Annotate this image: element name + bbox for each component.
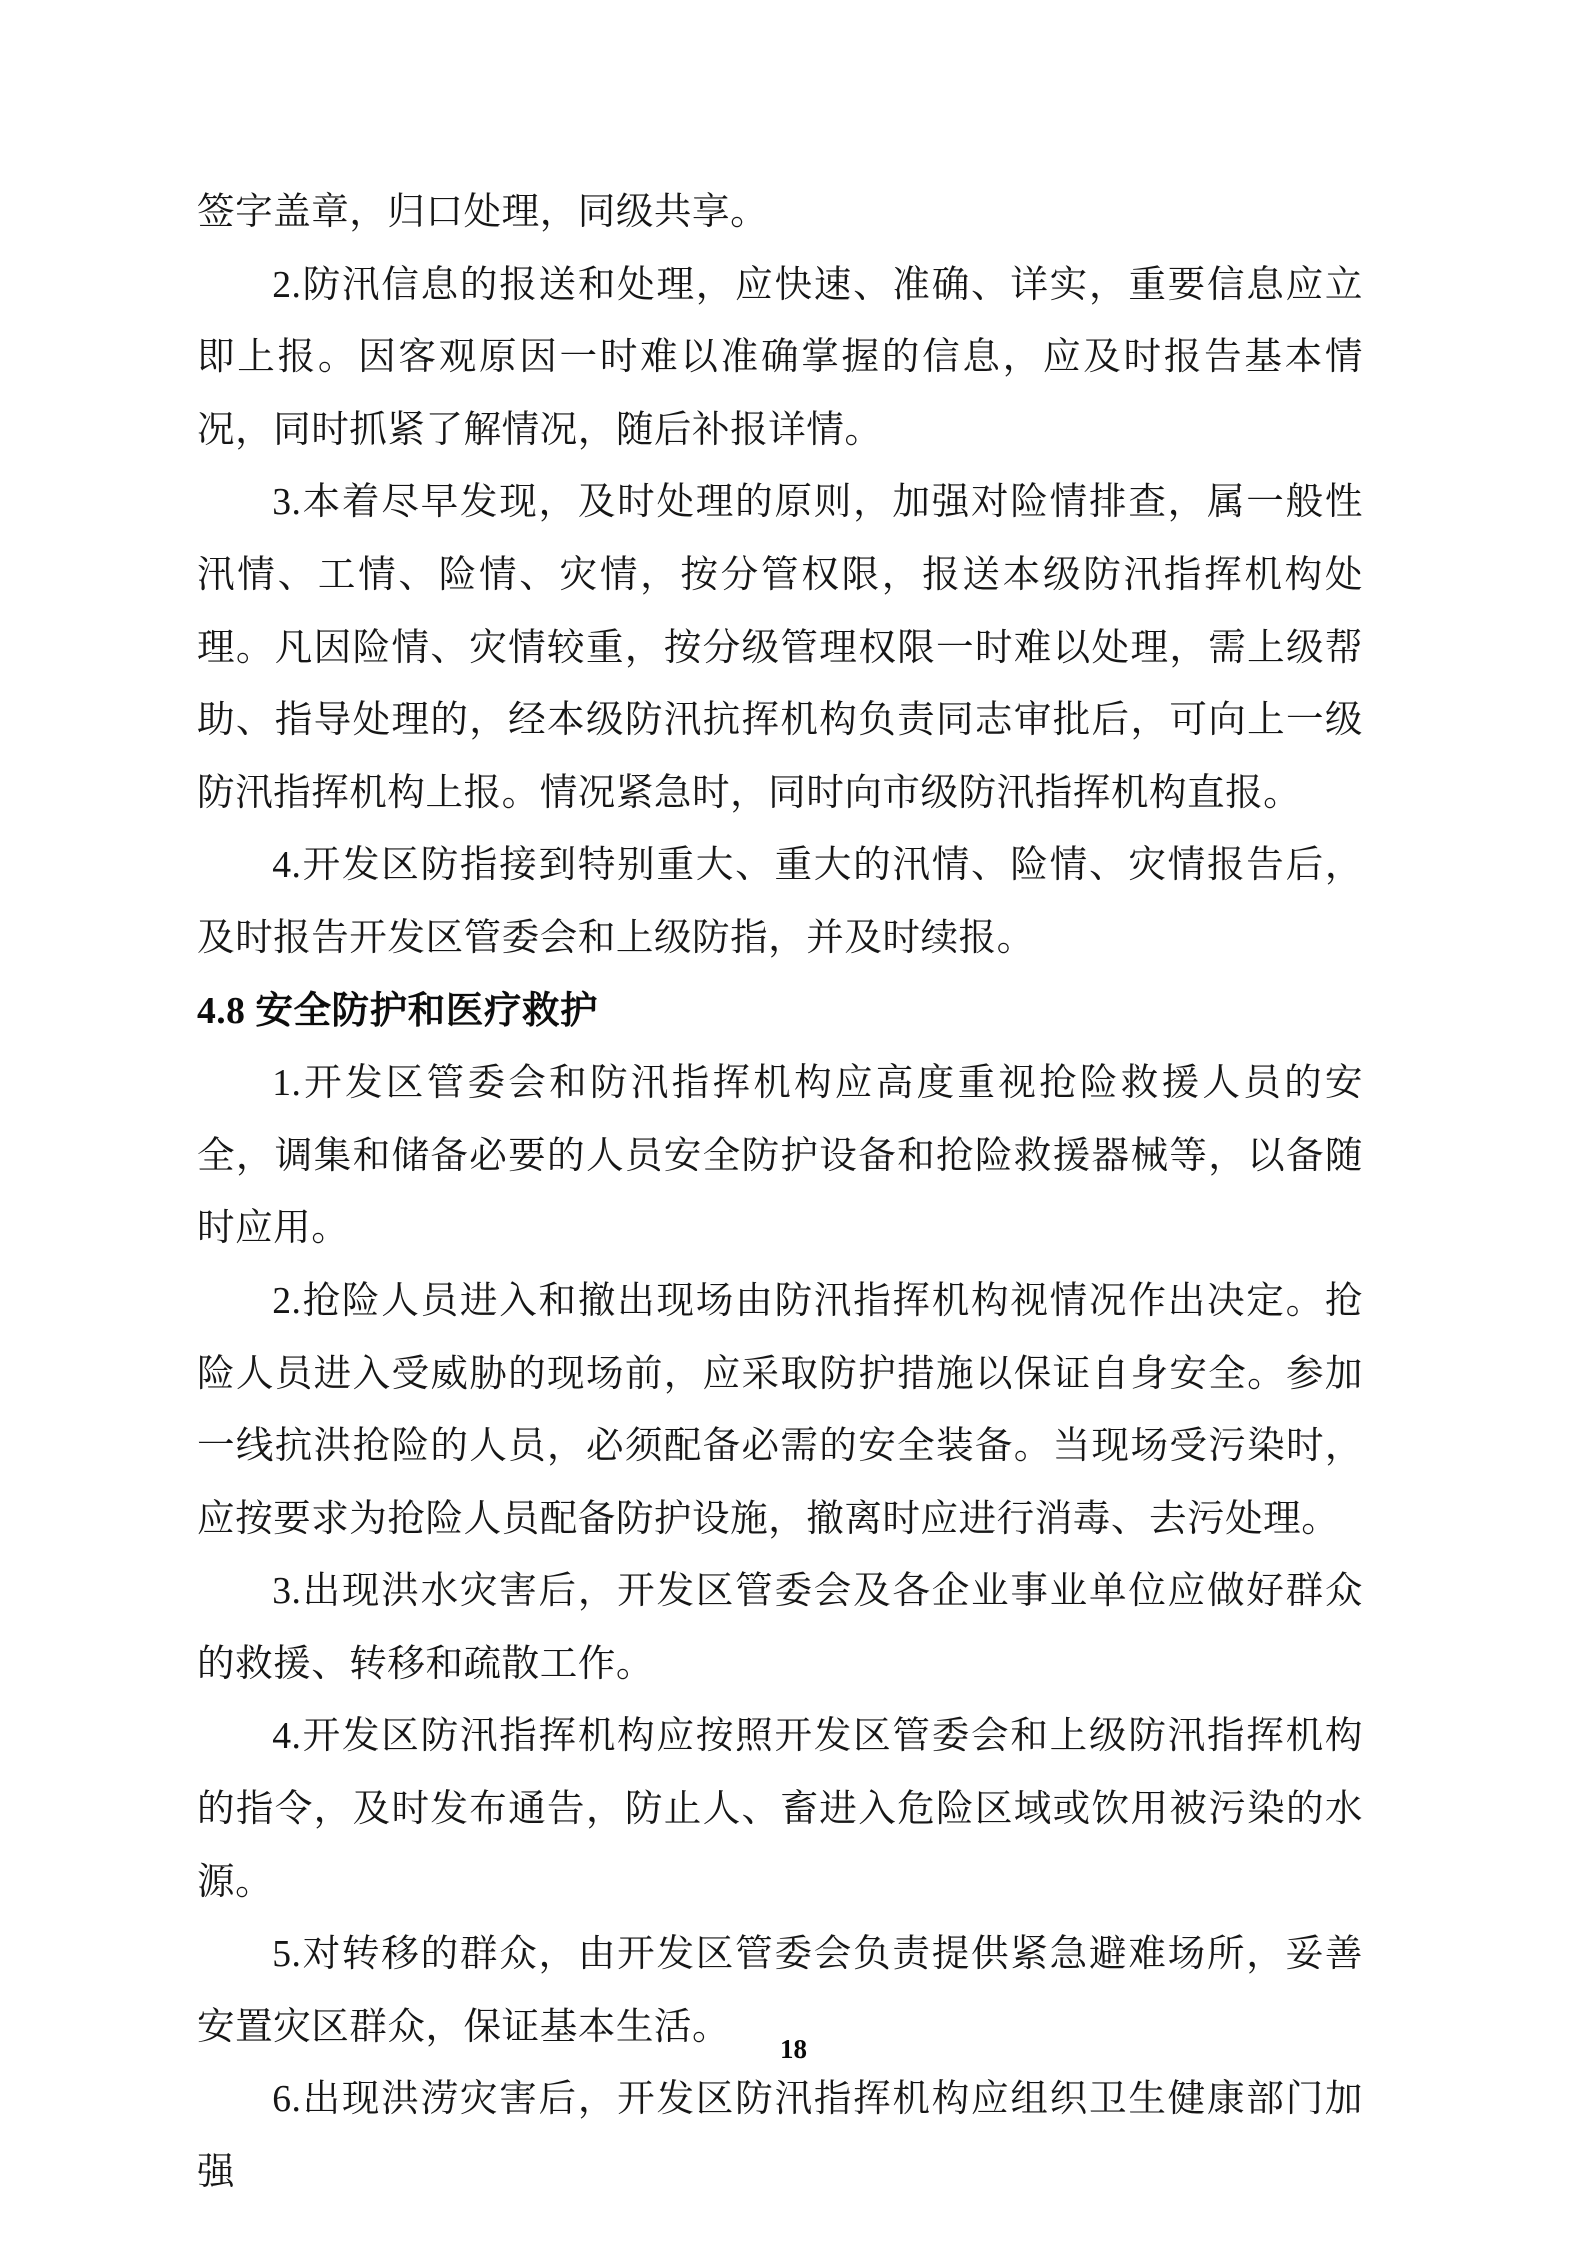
page-number: 18: [780, 2034, 807, 2064]
paragraph: 2.抢险人员进入和撤出现场由防汛指挥机构视情况作出决定。抢险人员进入受威胁的现场前，应采取防护措施以保证自身安全。参加一线抗洪抢险的人员，必须配备必需的安全装备。当现场受污染时，应按要求为抢险人员配备防护设施，撤离时应进行消毒、去污处理。: [197, 1280, 1363, 1540]
paragraph: 2.防汛信息的报送和处理，应快速、准确、详实，重要信息应立即上报。因客观原因一时难以准确掌握的信息，应及时报告基本情况，同时抓紧了解情况，随后补报详情。: [197, 264, 1363, 451]
paragraph: 4.开发区防汛指挥机构应按照开发区管委会和上级防汛指挥机构的指令，及时发布通告，防止人、畜进入危险区域或饮用被污染的水源。: [197, 1716, 1363, 1903]
section-heading: 4.8 安全防护和医疗救护: [197, 990, 599, 1032]
paragraph: 签字盖章，归口处理，同级共享。: [197, 192, 769, 233]
paragraph: 6.出现洪涝灾害后，开发区防汛指挥机构应组织卫生健康部门加强: [197, 2079, 1363, 2194]
paragraph: 4.开发区防指接到特别重大、重大的汛情、险情、灾情报告后，及时报告开发区管委会和上级防指，并及时续报。: [197, 845, 1363, 959]
paragraph: 3.本着尽早发现，及时处理的原则，加强对险情排查，属一般性汛情、工情、险情、灾情，按分管权限，报送本级防汛指挥机构处理。凡因险情、灾情较重，按分级管理权限一时难以处理，需上级帮助、指导处理的，经本级防汛抗挥机构负责同志审批后，可向上一级防汛指挥机构上报。情况紧急时，同时向市级防汛指挥机构直报。: [197, 482, 1363, 814]
paragraph: 5.对转移的群众，由开发区管委会负责提供紧急避难场所，妥善安置灾区群众，保证基本生活。: [197, 1934, 1363, 2048]
paragraph: 1.开发区管委会和防汛指挥机构应高度重视抢险救援人员的安全，调集和储备必要的人员安全防护设备和抢险救援器械等，以备随时应用。: [197, 1063, 1363, 1250]
paragraph: 3.出现洪水灾害后，开发区管委会及各企业事业单位应做好群众的救援、转移和疏散工作。: [197, 1571, 1363, 1685]
text-block: [197, 177, 1363, 2210]
